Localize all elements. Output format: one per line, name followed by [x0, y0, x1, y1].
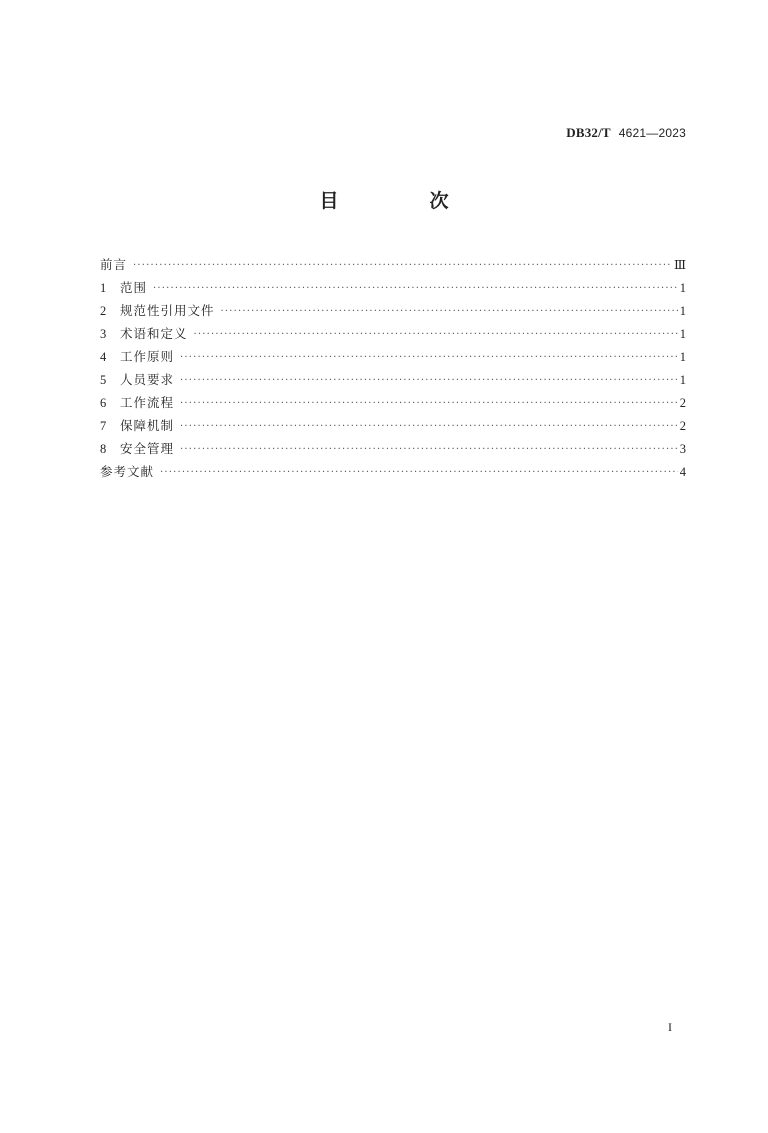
toc-entry-number: 4 — [100, 350, 107, 364]
toc-entry-label: 安全管理 — [120, 441, 175, 456]
toc-entry-label: 保障机制 — [120, 418, 175, 433]
toc-entry-label: 参考文献 — [100, 464, 155, 479]
toc-entry-label: 工作流程 — [120, 395, 175, 410]
standard-code-number: 4621—2023 — [618, 126, 686, 140]
toc-leader-dots — [180, 369, 678, 392]
toc-entry-personnel-requirements[interactable] — [100, 368, 686, 391]
toc-entry-number: 7 — [100, 419, 107, 433]
toc-leader-dots — [160, 461, 678, 484]
toc-entry-work-principles[interactable] — [100, 345, 686, 368]
toc-entry-label: 规范性引用文件 — [120, 303, 215, 318]
toc-entry-number: 5 — [100, 373, 107, 387]
toc-entry-foreword[interactable] — [100, 253, 686, 276]
toc-leader-dots — [180, 392, 678, 415]
page-number: I — [668, 1020, 672, 1034]
toc-entry-page: 2 — [679, 396, 686, 410]
toc-entry-number: 8 — [100, 442, 107, 456]
toc-entry-label: 范围 — [120, 280, 148, 295]
toc-entry-bibliography[interactable] — [100, 460, 686, 483]
toc-leader-dots — [153, 277, 678, 300]
toc-leader-dots — [180, 438, 678, 461]
toc-entry-page: Ⅲ — [673, 258, 686, 272]
toc-entry-page: 2 — [679, 419, 686, 433]
toc-title: 目 次 — [319, 190, 485, 212]
toc-entry-safety-management[interactable] — [100, 437, 686, 460]
toc-entry-number: 2 — [100, 304, 107, 318]
toc-leader-dots — [180, 415, 678, 438]
toc-entry-workflow[interactable] — [100, 391, 686, 414]
toc-entry-label: 前言 — [100, 257, 128, 272]
toc-entry-number: 1 — [100, 281, 107, 295]
standard-code — [566, 125, 686, 141]
toc-entry-page: 4 — [679, 465, 686, 479]
toc-entry-number: 6 — [100, 396, 107, 410]
toc-entry-scope[interactable] — [100, 276, 686, 299]
toc-entry-safeguard-mechanism[interactable] — [100, 414, 686, 437]
toc-entry-page: 1 — [679, 350, 686, 364]
toc-leader-dots — [133, 254, 672, 277]
toc-entry-page: 1 — [679, 281, 686, 295]
toc-leader-dots — [221, 300, 678, 323]
toc-entry-page: 1 — [679, 304, 686, 318]
standard-code-prefix: DB32/T — [566, 125, 611, 140]
toc-entry-page: 3 — [679, 442, 686, 456]
table-of-contents — [100, 253, 686, 483]
toc-leader-dots — [194, 323, 678, 346]
toc-entry-normative-references[interactable] — [100, 299, 686, 322]
toc-entry-page: 1 — [679, 327, 686, 341]
toc-leader-dots — [180, 346, 678, 369]
toc-entry-page: 1 — [679, 373, 686, 387]
toc-entry-terms-definitions[interactable] — [100, 322, 686, 345]
toc-entry-label: 术语和定义 — [120, 326, 188, 341]
toc-entry-label: 工作原则 — [120, 349, 175, 364]
toc-entry-number: 3 — [100, 327, 107, 341]
toc-entry-label: 人员要求 — [120, 372, 175, 387]
